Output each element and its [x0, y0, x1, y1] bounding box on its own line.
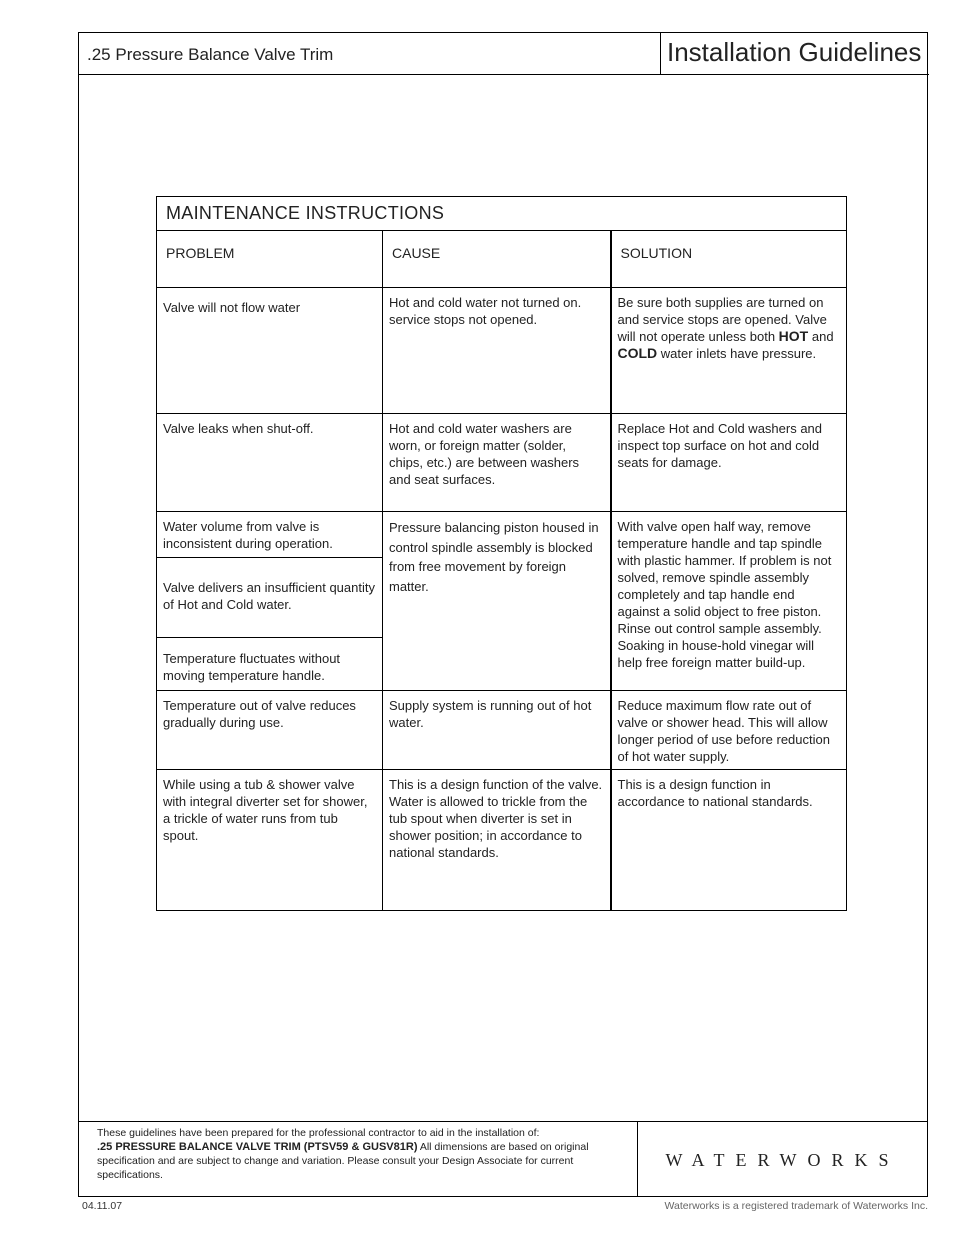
- footer-disclaimer: All dimensions are based on original specification and are subject to change and variation. Please consult your Design Associate for current specifications.: [97, 1141, 589, 1181]
- column-header-solution: SOLUTION: [611, 231, 847, 288]
- problem-cell: Valve delivers an insufficient quantity of Hot and Cold water.: [157, 558, 383, 638]
- column-header-problem: PROBLEM: [157, 231, 383, 288]
- cause-cell: Pressure balancing piston housed in control spindle assembly is blocked from free movement by foreign matter.: [383, 512, 611, 691]
- solution-cell: With valve open half way, remove temperature handle and tap spindle with plastic hammer. If problem is not solved, remove spindle assembly completely and tap handle end against a solid object to free piston. Rinse out control sample assembly. Soaking in house-hold vinegar will help free foreign matter build-up.: [611, 512, 847, 691]
- solution-text: water inlets have pressure.: [660, 346, 817, 361]
- trademark-notice: Waterworks is a registered trademark of Waterworks Inc.: [664, 1200, 928, 1212]
- footer: [79, 1121, 927, 1197]
- footer-product: .25 PRESSURE BALANCE VALVE TRIM (PTSV59 & GUSV81R): [97, 1141, 418, 1153]
- hot-label: HOT: [778, 328, 809, 344]
- problem-cell: Valve will not flow water: [157, 288, 383, 414]
- brand-logo: WATERWORKS: [637, 1122, 927, 1197]
- solution-cell: Reduce maximum flow rate out of valve or shower head. This will allow longer period of use before reduction of hot water supply.: [611, 691, 847, 770]
- document-title: .25 Pressure Balance Valve Trim: [79, 33, 660, 75]
- table-row: [157, 288, 847, 414]
- problem-cell: Temperature fluctuates without moving temperature handle.: [157, 638, 383, 691]
- footer-intro: These guidelines have been prepared for the professional contractor to aid in the installation of:: [97, 1127, 540, 1139]
- section-title: Installation Guidelines: [660, 33, 929, 75]
- cold-label: COLD: [617, 345, 658, 361]
- table-row: [157, 691, 847, 770]
- cause-cell: Supply system is running out of hot water.: [383, 691, 611, 770]
- problem-cell: Valve leaks when shut-off.: [157, 414, 383, 512]
- column-header-cause: CAUSE: [383, 231, 611, 288]
- solution-cell: This is a design function in accordance to national standards.: [611, 770, 847, 911]
- footer-notice: [97, 1126, 617, 1182]
- cause-cell: Hot and cold water not turned on. service stops not opened.: [383, 288, 611, 414]
- revision-date: 04.11.07: [82, 1200, 123, 1212]
- solution-cell: Replace Hot and Cold washers and inspect top surface on hot and cold seats for damage.: [611, 414, 847, 512]
- maintenance-table: [156, 196, 847, 911]
- cause-cell: This is a design function of the valve. Water is allowed to trickle from the tub spout when diverter is set in shower position; in accordance to national standards.: [383, 770, 611, 911]
- table-row: [157, 770, 847, 911]
- table-title: MAINTENANCE INSTRUCTIONS: [157, 197, 847, 231]
- cause-cell: Hot and cold water washers are worn, or foreign matter (solder, chips, etc.) are between washers and seat surfaces.: [383, 414, 611, 512]
- solution-cell: [611, 288, 847, 414]
- solution-text: Be sure both supplies are turned on and service stops are opened. Valve will not operate unless both: [617, 295, 827, 344]
- table-row: [157, 512, 847, 558]
- table-row: [157, 414, 847, 512]
- problem-cell: Temperature out of valve reduces gradually during use.: [157, 691, 383, 770]
- problem-cell: Water volume from valve is inconsistent during operation.: [157, 512, 383, 558]
- problem-cell: While using a tub & shower valve with integral diverter set for shower, a trickle of water runs from tub spout.: [157, 770, 383, 911]
- solution-and: and: [811, 329, 834, 344]
